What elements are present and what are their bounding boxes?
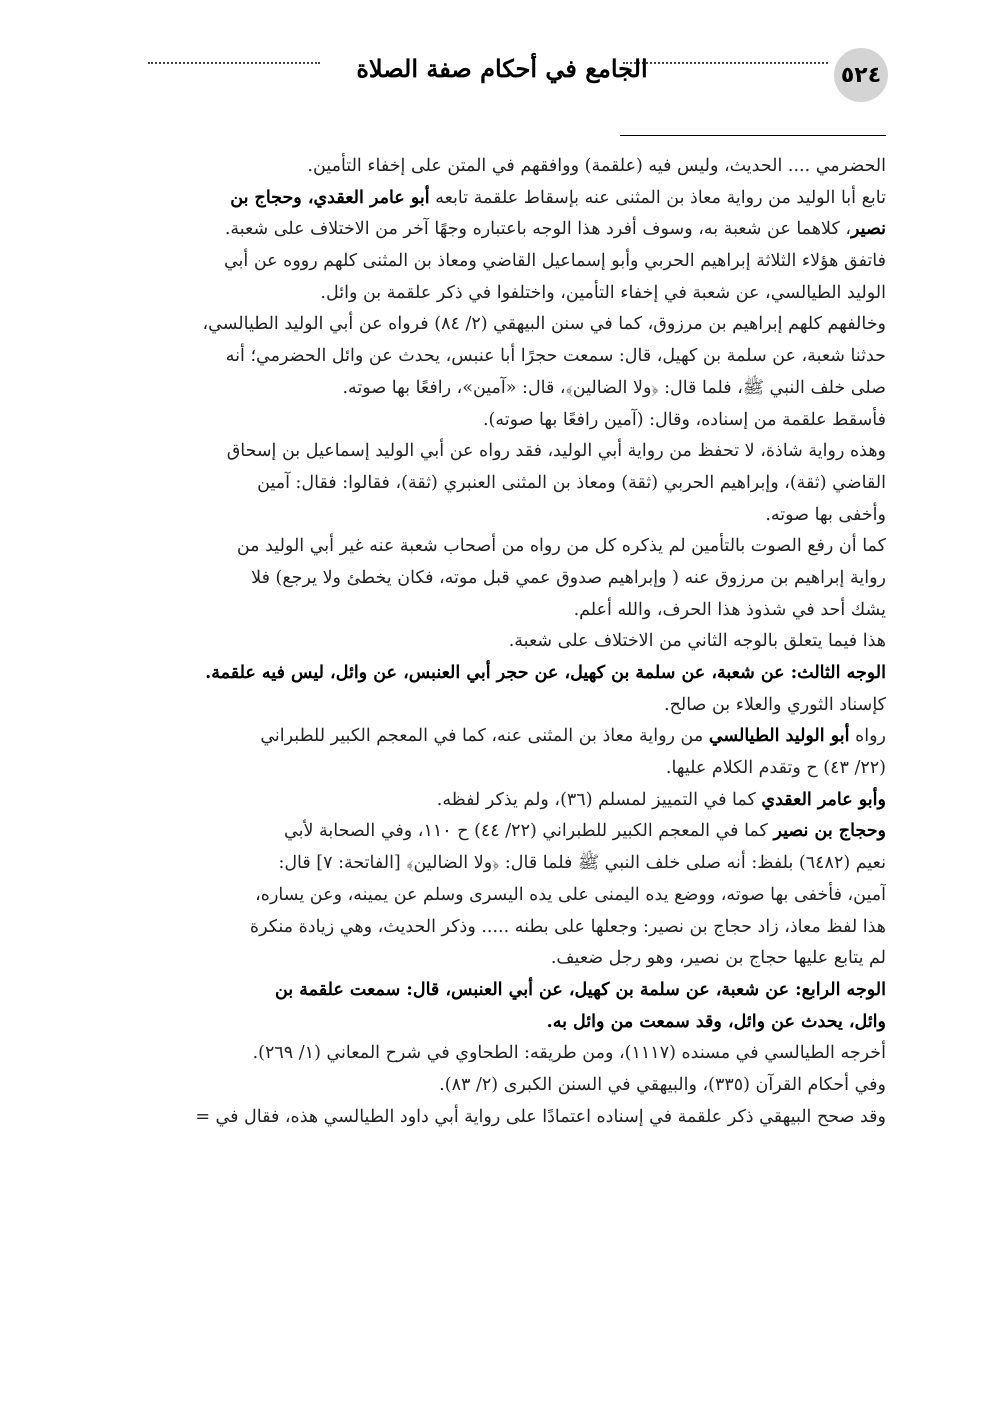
text-line: آمين، فأخفى بها صوته، ووضع يده اليمنى على يده اليسرى وسلم عن يمينه، وعن يساره، [255, 884, 886, 905]
text-line: القاضي (ثقة)، وإبراهيم الحربي (ثقة) ومعاذ بن المثنى العنبري (ثقة)، فقالوا: فقال: آمين [257, 472, 886, 493]
text-span: من رواية معاذ بن المثنى عنه، كما في المعجم الكبير للطبراني [260, 726, 709, 747]
text-line: وقد صحح البيهقي ذكر علقمة في إسناده اعتمادًا على رواية أبي داود الطيالسي هذه، فقال في = [195, 1106, 886, 1127]
text-span: ، كلاهما عن شعبة به، وسوف أفرد هذا الوجه باعتباره وجهًا آخر من الاختلاف على شعبة. [224, 219, 852, 240]
text-line [146, 183, 886, 215]
bold-narrator: نصير [851, 219, 886, 240]
header-dotted-leader-left [148, 62, 320, 66]
text-line [146, 816, 886, 848]
footnote-body [146, 151, 886, 1133]
text-line [146, 785, 886, 817]
bold-narrator: وأبو عامر العقدي [761, 789, 886, 810]
text-line: رواية إبراهيم بن مرزوق عنه ( وإبراهيم صدوق عمي قبل موته، فكان يخطئ ولا يرجع) فلا [251, 567, 886, 588]
text-line: وفي أحكام القرآن (٣٣٥)، والبيهقي في السنن الكبرى (٢/ ٨٣). [439, 1074, 886, 1095]
text-line: كإسناد الثوري والعلاء بن صالح. [664, 694, 886, 715]
text-line: كما أن رفع الصوت بالتأمين لم يذكره كل من رواه من أصحاب شعبة عنه غير أبي الوليد من [236, 536, 886, 557]
section-heading-fourth-aspect-cont: وائل، يحدث عن وائل، وقد سمعت من وائل به. [546, 1011, 886, 1032]
text-span: كما في المعجم الكبير للطبراني (٢٢/ ٤٤) ح ١١٠، وفي الصحابة لأبي [284, 821, 774, 842]
text-line: صلى خلف النبي ﷺ، فلما قال: ﴿ولا الضالين﴾، قال: «آمين»، رافعًا بها صوته. [342, 377, 886, 398]
text-line [146, 214, 886, 246]
text-line: يشك أحد في شذوذ هذا الحرف، والله أعلم. [573, 599, 886, 620]
page-number-badge: ٥٢٤ [834, 48, 888, 102]
text-line: حدثنا شعبة، عن سلمة بن كهيل، قال: سمعت حجرًا أبا عنبس، يحدث عن وائل الحضرمي؛ أنه [225, 346, 886, 367]
text-line: هذا فيما يتعلق بالوجه الثاني من الاختلاف على شعبة. [508, 631, 886, 652]
text-line [146, 721, 886, 753]
text-line: فأسقط علقمة من إسناده، وقال: (آمين رافعًا بها صوته). [482, 409, 886, 430]
bold-narrator: أبو الوليد الطيالسي [708, 726, 850, 747]
text-line: فاتفق هؤلاء الثلاثة إبراهيم الحربي وأبو إسماعيل القاضي ومعاذ بن المثنى كلهم رووه عن أبي [223, 251, 886, 272]
section-heading-third-aspect: الوجه الثالث: عن شعبة، عن سلمة بن كهيل، عن حجر أبي العنبس، عن وائل، ليس فيه علقمة. [205, 663, 886, 683]
text-line: وخالفهم كلهم إبراهيم بن مرزوق، كما في سنن البيهقي (٢/ ٨٤) فرواه عن أبي الوليد الطيالسي، [202, 314, 886, 335]
text-span: تابع أبا الوليد من رواية معاذ بن المثنى عنه بإسقاط علقمة تابعه [429, 187, 886, 208]
text-line: وهذه رواية شاذة، لا تحفظ من رواية أبي الوليد، فقد رواه عن أبي الوليد إسماعيل بن إسحاق [226, 441, 886, 462]
text-line: نعيم (٦٤٨٢) بلفظ: أنه صلى خلف النبي ﷺ فلما قال: ﴿ولا الضالين﴾ [الفاتحة: ٧] قال: [278, 853, 886, 874]
text-line: (٢٢/ ٤٣) ح وتقدم الكلام عليها. [665, 758, 886, 779]
text-line: الوليد الطيالسي، عن شعبة في إخفاء التأمين، واختلفوا في ذكر علقمة بن وائل. [320, 282, 886, 303]
footnote-separator [620, 135, 886, 136]
running-header-title: الجامع في أحكام صفة الصلاة [356, 54, 648, 83]
text-line: أخرجه الطيالسي في مسنده (١١١٧)، ومن طريقه: الطحاوي في شرح المعاني (١/ ٢٦٩). [252, 1043, 886, 1064]
text-line: هذا لفظ معاذ، زاد حجاج بن نصير: وجعلها على بطنه ..... وذكر الحديث، وهي زيادة منكرة [249, 916, 886, 937]
text-line: لم يتابع عليها حجاج بن نصير، وهو رجل ضعيف. [550, 948, 886, 969]
text-span: رواه [849, 726, 886, 747]
section-heading-fourth-aspect: الوجه الرابع: عن شعبة، عن سلمة بن كهيل، عن أبي العنبس، قال: سمعت علقمة بن [274, 979, 886, 1000]
text-line: وأخفى بها صوته. [765, 504, 886, 525]
bold-narrator: وحجاج بن نصير [773, 821, 886, 842]
text-span: كما في التمييز لمسلم (٣٦)، ولم يذكر لفظه. [436, 789, 762, 810]
bold-narrator: أبو عامر العقدي، وحجاج بن [230, 187, 430, 208]
text-line: الحضرمي .... الحديث، وليس فيه (علقمة) ووافقهم في المتن على إخفاء التأمين. [307, 156, 886, 176]
